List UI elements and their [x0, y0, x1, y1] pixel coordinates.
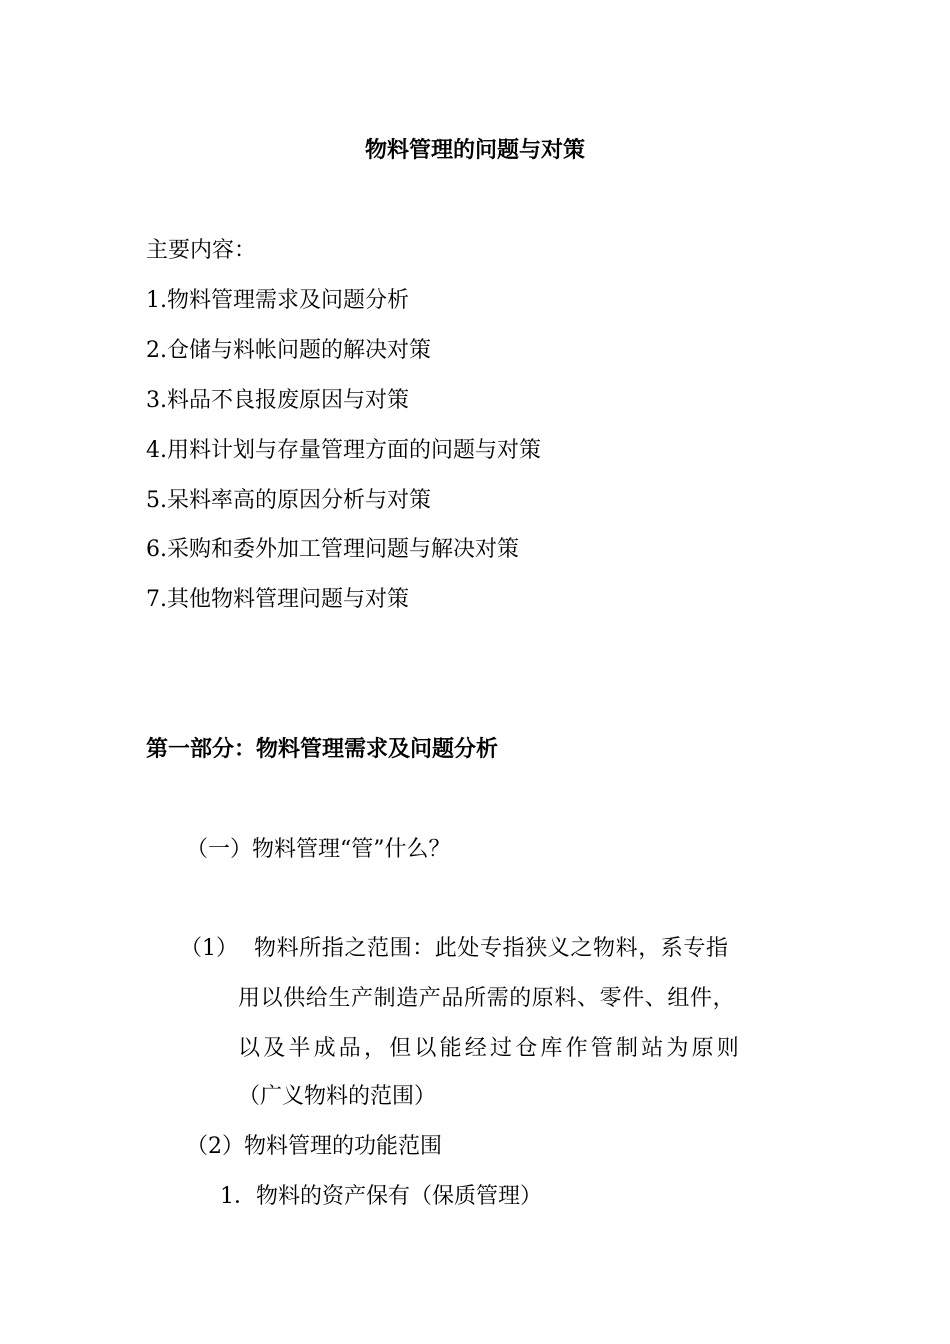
contents-item-2: 2.仓储与料帐问题的解决对策 [146, 338, 431, 363]
part1-heading: 第一部分：物料管理需求及问题分析 [146, 737, 499, 762]
document-title: 物料管理的问题与对策 [364, 138, 585, 163]
item1-line-4: （广义物料的范围） [238, 1084, 437, 1109]
contents-label: 主要内容： [146, 238, 257, 263]
contents-item-7: 7.其他物料管理问题与对策 [146, 587, 409, 612]
item1-line-3: 以及半成品，但以能经过仓库作管制站为原则 [238, 1036, 743, 1061]
section1-heading: （一）物料管理“管”什么？ [186, 837, 451, 862]
item1-line-2: 用以供给生产制造产品所需的原料、零件、组件， [238, 986, 736, 1011]
contents-item-3: 3.料品不良报废原因与对策 [146, 388, 409, 413]
contents-item-5: 5.呆料率高的原因分析与对策 [146, 488, 431, 513]
item1-line-1: 物料所指之范围：此处专指狭义之物料，系专指 [254, 936, 729, 961]
contents-item-1: 1.物料管理需求及问题分析 [146, 288, 409, 313]
item2-heading: （2）物料管理的功能范围 [186, 1134, 442, 1159]
item1-number: （1） [180, 936, 238, 961]
subitem-1: 1．物料的资产保有（保质管理） [220, 1184, 542, 1209]
contents-item-6: 6.采购和委外加工管理问题与解决对策 [146, 537, 519, 562]
contents-item-4: 4.用料计划与存量管理方面的问题与对策 [146, 438, 541, 463]
